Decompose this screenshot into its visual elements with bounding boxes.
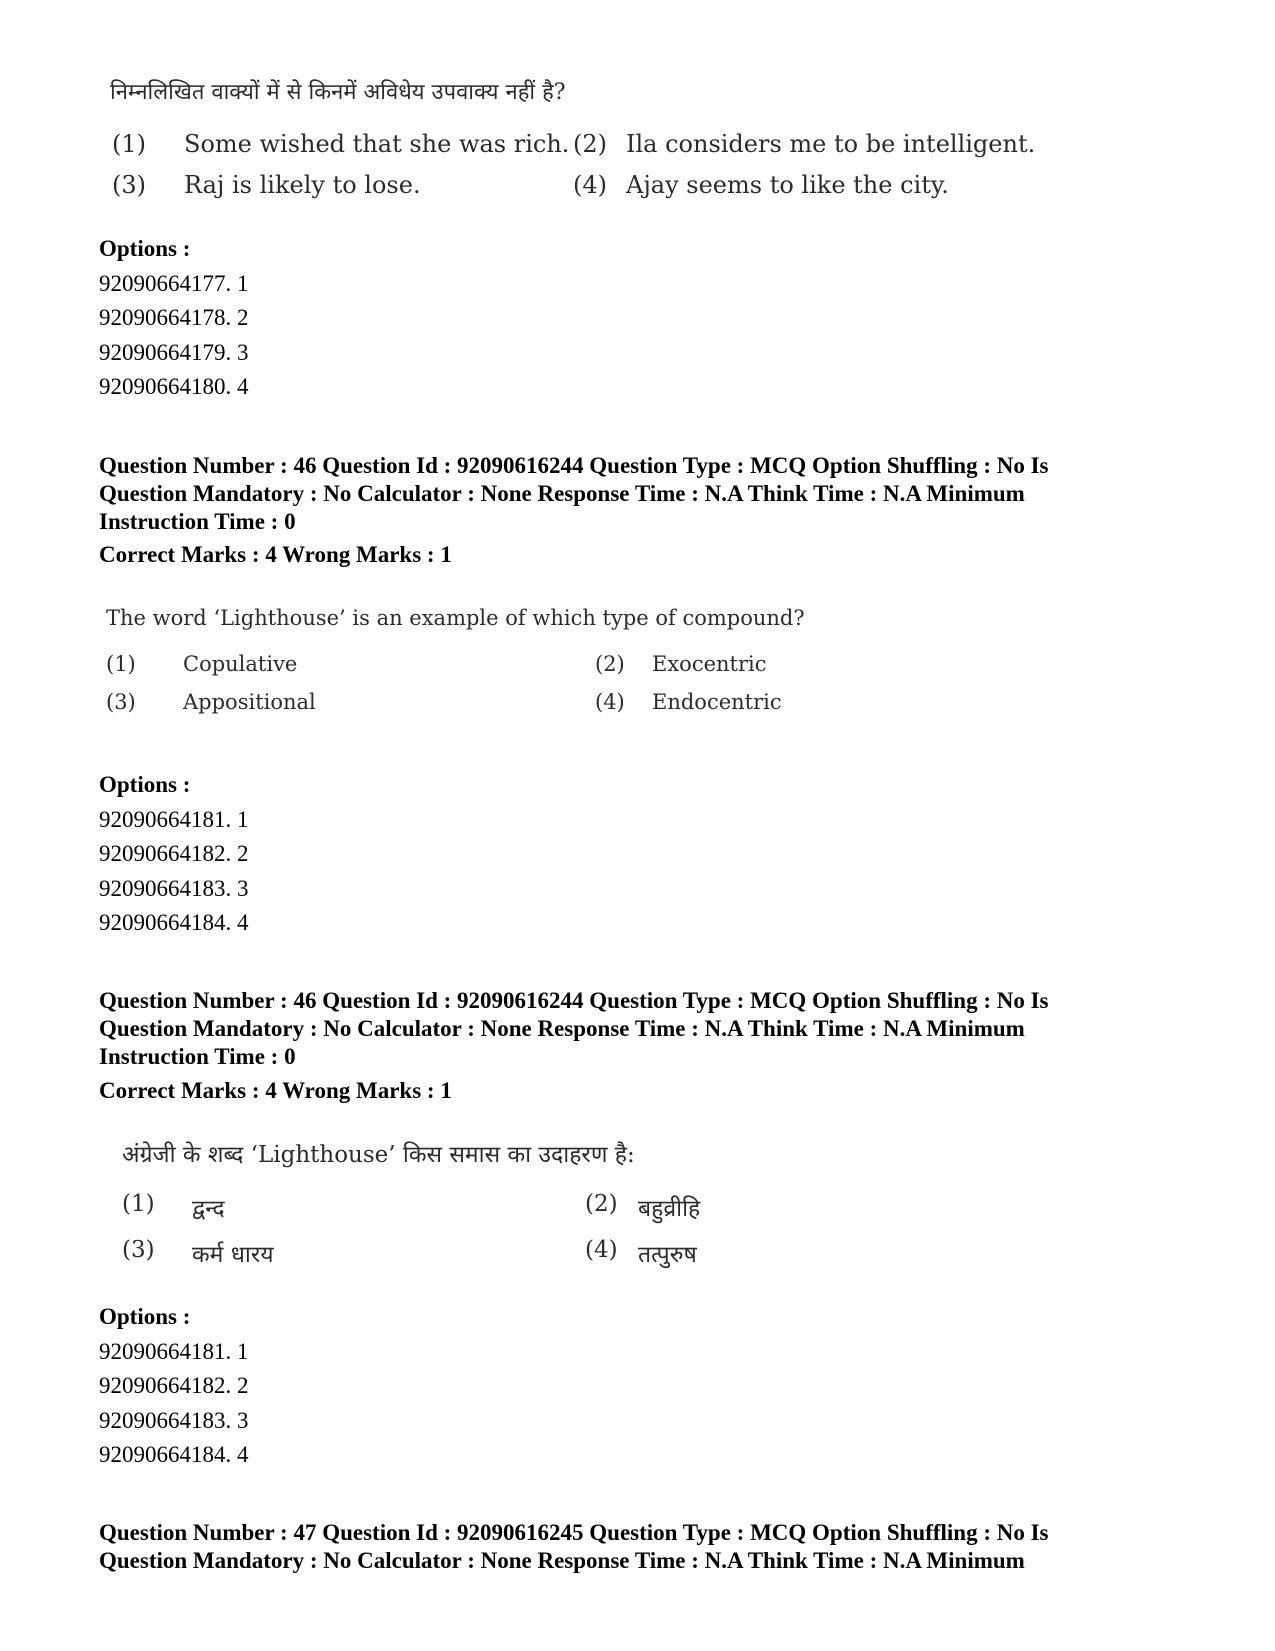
- question-46-hi-image: [0, 1135, 1275, 1275]
- q45-option-3-number: (3): [112, 171, 146, 199]
- q46-hi-option-2-text: बहुव्रीहि: [638, 1196, 701, 1222]
- question-46-en-stem: The word ‘Lighthouse’ is an example of which type of compound?: [106, 606, 805, 630]
- question-46-hi-meta: [99, 987, 1189, 1071]
- q46-hi-option-3-text: कर्म धारय: [192, 1242, 274, 1268]
- option-id-row: 92090664184. 4: [99, 910, 249, 935]
- q45-option-4-number: (4): [573, 171, 607, 199]
- question-46-en-image: [0, 600, 1275, 730]
- q46-en-option-2-number: (2): [595, 652, 625, 676]
- options-heading: Options :: [99, 1304, 191, 1329]
- option-id-row: 92090664184. 4: [99, 1442, 249, 1467]
- q46-en-option-3-number: (3): [106, 690, 136, 714]
- meta-line: Question Mandatory : No Calculator : None Response Time : N.A Think Time : N.A Minimum: [99, 1548, 1025, 1573]
- meta-line: Question Number : 46 Question Id : 92090616244 Question Type : MCQ Option Shuffling : No Is: [99, 988, 1049, 1013]
- option-id-row: 92090664180. 4: [99, 374, 249, 399]
- q46-en-option-1-text: Copulative: [183, 652, 298, 676]
- options-heading: Options :: [99, 236, 191, 261]
- question-46-hi-marks: Correct Marks : 4 Wrong Marks : 1: [99, 1078, 452, 1103]
- option-id-row: 92090664182. 2: [99, 841, 249, 866]
- q46-hi-option-2-number: (2): [585, 1191, 618, 1217]
- q46-en-option-4-number: (4): [595, 690, 625, 714]
- q46-hi-option-4-text: तत्पुरुष: [638, 1242, 697, 1268]
- question-47-meta: [99, 1519, 1189, 1575]
- q46-hi-option-1-number: (1): [122, 1191, 155, 1217]
- q45-option-3-text: Raj is likely to lose.: [184, 171, 421, 199]
- option-id-row: 92090664179. 3: [99, 339, 249, 365]
- q46-en-options-list: [99, 768, 249, 941]
- q45-option-1-number: (1): [112, 130, 146, 158]
- question-45-stem: निम्नलिखित वाक्यों में से किनमें अविधेय उपवाक्य नहीं है?: [110, 80, 566, 105]
- q46-hi-option-4-number: (4): [585, 1237, 618, 1263]
- q45-options-list: [99, 232, 249, 405]
- option-id-row: 92090664183. 3: [99, 1407, 249, 1433]
- meta-line: Instruction Time : 0: [99, 1044, 296, 1069]
- q46-hi-option-1-text: द्वन्द: [192, 1196, 225, 1222]
- q46-en-option-4-text: Endocentric: [652, 690, 782, 714]
- question-46-en-marks: Correct Marks : 4 Wrong Marks : 1: [99, 542, 452, 567]
- option-id-row: 92090664181. 1: [99, 1338, 249, 1364]
- question-45-image: [0, 0, 1275, 210]
- q46-hi-option-3-number: (3): [122, 1237, 155, 1263]
- option-id-row: 92090664181. 1: [99, 806, 249, 832]
- meta-line: Question Number : 46 Question Id : 92090616244 Question Type : MCQ Option Shuffling : No Is: [99, 453, 1049, 478]
- meta-line: Question Mandatory : No Calculator : None Response Time : N.A Think Time : N.A Minimum: [99, 1016, 1025, 1041]
- question-46-hi-stem: अंग्रेजी के शब्द ‘Lighthouse’ किस समास का उदाहरण है:: [122, 1142, 635, 1168]
- q45-option-2-number: (2): [573, 130, 607, 158]
- meta-line: Instruction Time : 0: [99, 509, 296, 534]
- options-heading: Options :: [99, 772, 191, 797]
- q46-hi-options-list: [99, 1300, 249, 1473]
- q45-option-2-text: Ila considers me to be intelligent.: [626, 130, 1036, 158]
- q46-en-option-1-number: (1): [106, 652, 136, 676]
- option-id-row: 92090664177. 1: [99, 270, 249, 296]
- option-id-row: 92090664182. 2: [99, 1373, 249, 1398]
- meta-line: Question Mandatory : No Calculator : None Response Time : N.A Think Time : N.A Minimum: [99, 481, 1025, 506]
- q46-en-option-3-text: Appositional: [183, 690, 316, 714]
- q45-option-4-text: Ajay seems to like the city.: [626, 171, 949, 199]
- meta-line: Question Number : 47 Question Id : 92090616245 Question Type : MCQ Option Shuffling : No Is: [99, 1520, 1049, 1545]
- option-id-row: 92090664183. 3: [99, 875, 249, 901]
- q46-en-option-2-text: Exocentric: [652, 652, 767, 676]
- question-46-en-meta: [99, 452, 1189, 536]
- q45-option-1-text: Some wished that she was rich.: [184, 130, 570, 158]
- option-id-row: 92090664178. 2: [99, 305, 249, 330]
